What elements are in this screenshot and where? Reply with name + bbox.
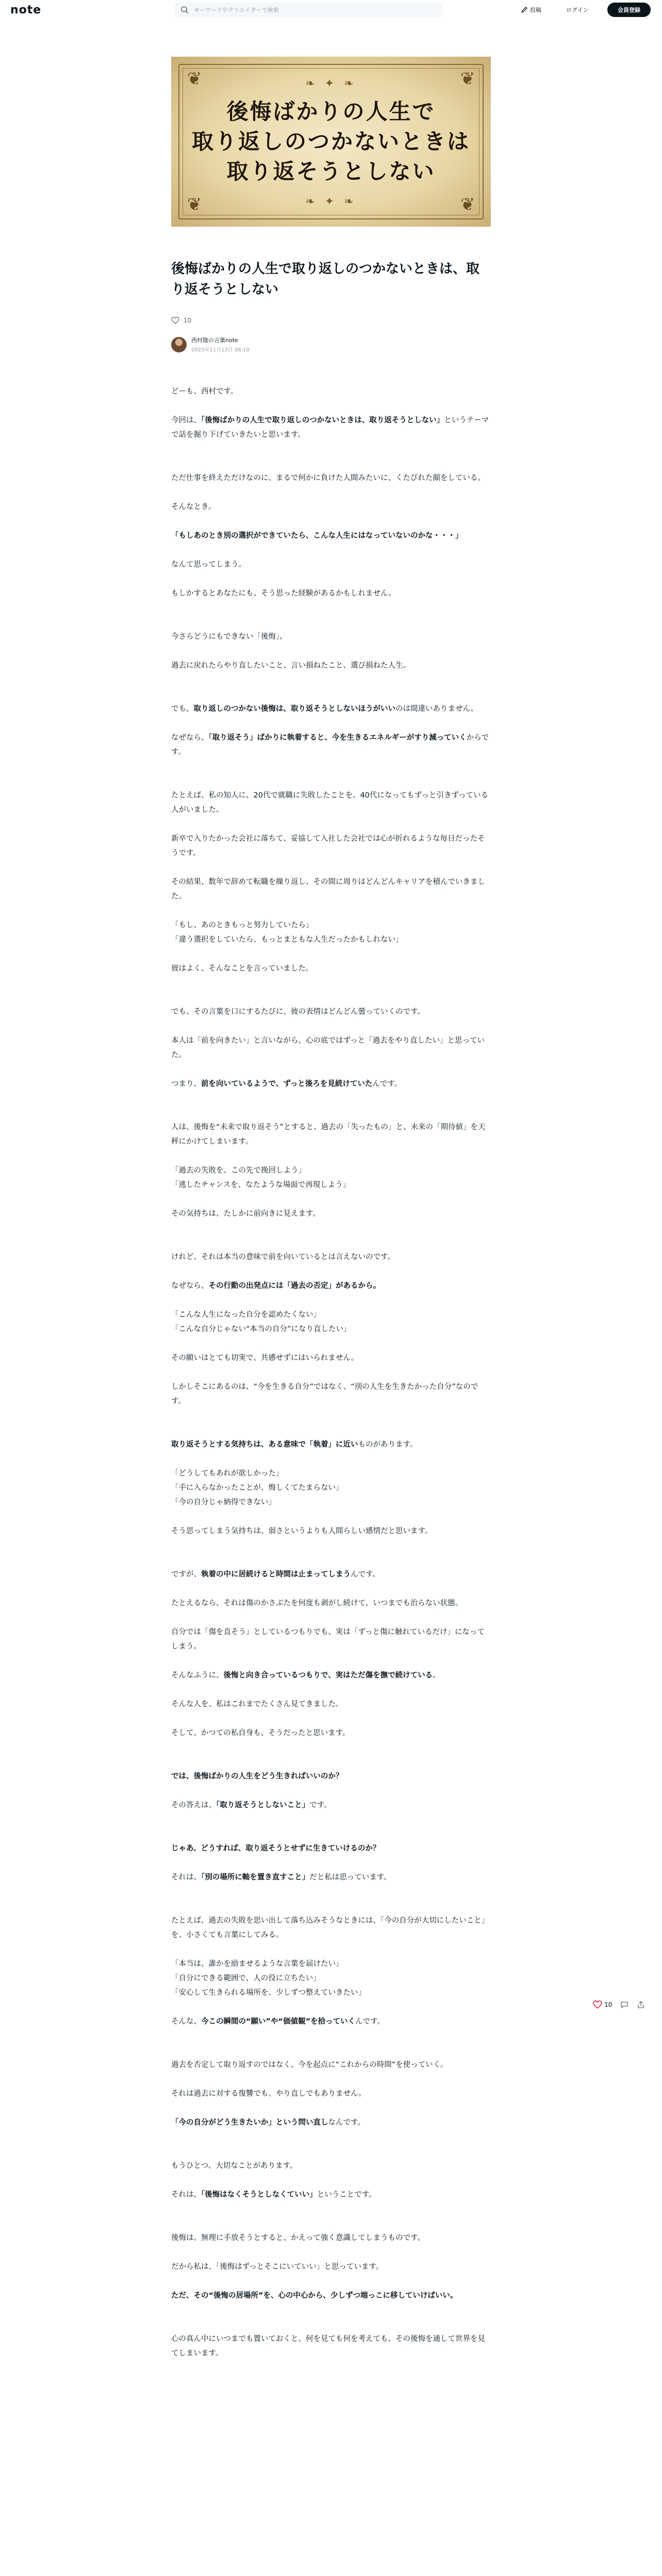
body-paragraph bbox=[171, 1351, 491, 1365]
text-run: それは、 bbox=[171, 1873, 201, 1882]
text-run: その願いはとても切実で、共感せずにはいられません。 bbox=[171, 1354, 359, 1362]
body-paragraph bbox=[171, 630, 491, 644]
body-paragraph bbox=[171, 1207, 491, 1221]
text-run: 「こんな自分じゃない“本当の自分”になり直したい」 bbox=[171, 1325, 351, 1333]
article-body bbox=[171, 384, 491, 2361]
text-run: からです。 bbox=[171, 734, 489, 756]
body-paragraph bbox=[171, 1250, 491, 1264]
text-run: そんなふうに、 bbox=[171, 1671, 224, 1680]
text-run: なぜなら、 bbox=[171, 734, 209, 742]
text-run: 「安心して生きられる場所を、少しずつ整えていきたい」 bbox=[171, 1989, 366, 1997]
author-block[interactable] bbox=[171, 336, 250, 353]
floating-like-count: 10 bbox=[604, 2001, 613, 2008]
bold-text: 前を向いているようで、ずっと後ろを見続けていた bbox=[201, 1080, 373, 1088]
body-paragraph bbox=[171, 1870, 491, 1885]
body-paragraph bbox=[171, 2289, 491, 2303]
text-run: けれど、それは本当の意味で前を向いているとは言えないのです。 bbox=[171, 1253, 395, 1261]
article-title: 後悔ばかりの人生で取り返しのつかないときは、取り返そうとしない bbox=[171, 261, 480, 297]
text-run: そして、かつての私自身も、そうだったと思います。 bbox=[171, 1729, 350, 1737]
body-paragraph bbox=[171, 1163, 491, 1192]
text-run: その結果、数年で辞めて転職を繰り返し、その間に周りはどんどんキャリアを積んでいきました。 bbox=[171, 878, 485, 901]
publish-date: 2023年11月13日 06:10 bbox=[191, 347, 250, 353]
bold-text: 「後悔ばかりの人生で取り返しのつかないときは、取り返そうとしない」 bbox=[201, 416, 444, 425]
eyecatch-text bbox=[171, 97, 491, 187]
body-paragraph bbox=[171, 1625, 491, 1654]
text-run: ですが、 bbox=[171, 1570, 201, 1579]
body-paragraph bbox=[171, 832, 491, 860]
avatar[interactable] bbox=[171, 337, 187, 352]
ornament-corner-icon: ❦ bbox=[187, 194, 202, 215]
text-run: 心の真ん中にいつまでも置いておくと、何を見ても何を考えても、その後悔を通して世界を見てしまいます。 bbox=[171, 2335, 485, 2358]
note-logo[interactable]: note bbox=[10, 4, 42, 16]
body-paragraph bbox=[171, 2014, 491, 2029]
text-run: 後悔は、無理に手放そうとすると、かえって強く意識してしまうものです。 bbox=[171, 2234, 425, 2242]
ornament-top-icon: ❧ ✦ ❧ bbox=[305, 77, 357, 90]
body-paragraph bbox=[171, 1033, 491, 1062]
text-run: だから私は、「後悔はずっとそこにいていい」と思っています。 bbox=[171, 2263, 384, 2271]
login-button[interactable]: ログイン bbox=[566, 7, 589, 13]
text-run: んです。 bbox=[351, 1570, 380, 1579]
text-run: 「今の自分じゃ納得できない」 bbox=[171, 1498, 276, 1506]
bold-text: があるから。 bbox=[336, 1282, 380, 1290]
text-run: なんて思ってしまう。 bbox=[171, 561, 246, 569]
body-paragraph bbox=[171, 1957, 491, 2000]
body-paragraph bbox=[171, 1798, 491, 1812]
body-paragraph bbox=[171, 384, 491, 399]
text-run: 今回は、 bbox=[171, 416, 201, 425]
body-paragraph bbox=[171, 2159, 491, 2173]
body-paragraph bbox=[171, 413, 491, 442]
bold-text: 今この瞬間の“願い”や“価値観”を拾っていく bbox=[201, 2018, 356, 2026]
text-run: ものがあります。 bbox=[358, 1440, 418, 1449]
body-paragraph bbox=[171, 586, 491, 601]
body-paragraph bbox=[171, 1279, 491, 1293]
signup-button[interactable]: 会員登録 bbox=[607, 3, 651, 17]
like-count[interactable]: 10 bbox=[184, 317, 192, 324]
text-run: そんなとき。 bbox=[171, 503, 216, 511]
body-paragraph bbox=[171, 875, 491, 904]
text-run: でも、その言葉を口にするたびに、彼の表情はどんどん曇っていくのです。 bbox=[171, 1008, 425, 1016]
body-paragraph bbox=[171, 658, 491, 673]
bold-text: 「後悔はなくそうとしなくていい」 bbox=[201, 2191, 317, 2199]
text-run: 「本当は、誰かを励ませるような言葉を届けたい」 bbox=[171, 1960, 343, 1968]
body-paragraph bbox=[171, 1697, 491, 1711]
ornament-corner-icon: ❦ bbox=[187, 69, 202, 89]
text-run: 今さらどうにもできない「後悔」。 bbox=[171, 633, 287, 641]
body-paragraph bbox=[171, 1596, 491, 1611]
text-run: 新卒で入りたかった会社に落ちて、妥協して入社した会社では心が折れるような毎日だったそうです。 bbox=[171, 835, 485, 857]
body-paragraph bbox=[171, 2188, 491, 2202]
text-run: 「もし、あのときもっと努力していたら」 bbox=[171, 921, 313, 929]
like-area[interactable] bbox=[171, 316, 191, 325]
text-run: そう思ってしまう気持ちは、弱さというよりも人間らしい感情だと思います。 bbox=[171, 1527, 433, 1535]
body-paragraph bbox=[171, 702, 491, 716]
body-paragraph bbox=[171, 2260, 491, 2274]
text-run: そんな人を、私はこれまでたくさん見てきました。 bbox=[171, 1700, 343, 1708]
text-run: 過去に戻れたらやり直したいこと、言い損ねたこと、選び損ねた人生。 bbox=[171, 662, 410, 670]
bold-text: 「取り返そう」 bbox=[208, 734, 257, 742]
text-run: 過去を否定して取り返すのではなく、今を起点に“これからの時間”を使っていく。 bbox=[171, 2061, 448, 2069]
body-paragraph bbox=[171, 918, 491, 947]
body-paragraph bbox=[171, 2087, 491, 2101]
body-paragraph bbox=[171, 557, 491, 572]
body-paragraph bbox=[171, 1769, 491, 1784]
eyecatch-image bbox=[171, 57, 491, 227]
body-paragraph bbox=[171, 788, 491, 817]
text-run: 「どうしてもあれが欲しかった」 bbox=[171, 1469, 284, 1478]
floating-like-button[interactable] bbox=[593, 2000, 612, 2009]
bold-text: 「もしあのとき別の選択ができていたら、こんな人生にはなっていないのかな・・・」 bbox=[171, 532, 463, 540]
share-icon[interactable] bbox=[637, 2001, 645, 2009]
bold-text: 後悔と向き合っているつもりで、実はただ傷を撫で続けている bbox=[223, 1671, 433, 1680]
body-paragraph bbox=[171, 1524, 491, 1538]
body-paragraph bbox=[171, 1437, 491, 1452]
text-run: ということです。 bbox=[317, 2191, 376, 2199]
body-paragraph bbox=[171, 1466, 491, 1510]
body-paragraph bbox=[171, 1380, 491, 1409]
body-paragraph bbox=[171, 1567, 491, 1582]
body-paragraph bbox=[171, 961, 491, 976]
bold-text: ばかりに執着すると、今を生きるエネルギーがすり減っていく bbox=[257, 734, 467, 742]
text-run: たとえば、過去の失敗を思い出して落ち込みそうなときには、「今の自分が大切にしたいこと」を、小さくても言葉にしてみる。 bbox=[171, 1917, 489, 1939]
body-paragraph bbox=[171, 471, 491, 485]
body-paragraph bbox=[171, 2332, 491, 2361]
text-run: ただ仕事を終えただけなのに、まるで何かに負けた人間みたいに、くたびれた顔をしている。 bbox=[171, 474, 485, 482]
text-run: どーも、西村です。 bbox=[171, 387, 238, 396]
bold-text: 執着の中に居続けると時間は止まってしまう bbox=[201, 1570, 351, 1579]
ornament-bottom-icon: ❧ ✦ ❧ bbox=[305, 195, 357, 208]
body-paragraph bbox=[171, 1308, 491, 1336]
body-paragraph bbox=[171, 1913, 491, 1942]
eyecatch-line: 後悔ばかりの人生で bbox=[226, 99, 436, 124]
bold-text: 「別の場所に軸を置き直すこと」 bbox=[201, 1873, 310, 1882]
body-paragraph bbox=[171, 1005, 491, 1019]
body-paragraph bbox=[171, 1841, 491, 1856]
heart-icon[interactable] bbox=[171, 316, 179, 325]
text-run: そんな、 bbox=[171, 2018, 201, 2026]
search-placeholder[interactable]: キーワードやクリエイターで検索 bbox=[194, 7, 279, 13]
text-run: しかしそこにあるのは、“今を生きる自分”ではなく、“別の人生を生きたかった自分”なのです。 bbox=[171, 1383, 478, 1405]
body-paragraph bbox=[171, 2115, 491, 2130]
text-run: というテーマで話を掘り下げていきたいと思います。 bbox=[171, 416, 489, 439]
eyecatch-line: 取り返そうとしない bbox=[226, 159, 436, 184]
bold-text: 取り返しのつかない後悔は、取り返そうとしないほうがいい bbox=[193, 705, 395, 713]
text-run: 「自分にできる範囲で、人の役に立ちたい」 bbox=[171, 1974, 321, 1982]
body-paragraph bbox=[171, 2058, 491, 2072]
comment-icon[interactable] bbox=[620, 2001, 628, 2009]
bold-text: ただ、その“後悔の居場所”を、心の中心から、少しずつ端っこに移していけばいい。 bbox=[171, 2292, 458, 2300]
site-header bbox=[0, 0, 662, 20]
body-paragraph bbox=[171, 500, 491, 514]
body-paragraph bbox=[171, 2231, 491, 2245]
author-name[interactable]: 西村隆の言葉note bbox=[191, 337, 238, 344]
body-paragraph bbox=[171, 1077, 491, 1091]
text-run: たとえば、私の知人に、20代で就職に失敗したことを、40代になってもずっと引きずっている人がいました。 bbox=[171, 791, 489, 814]
body-paragraph bbox=[171, 1120, 491, 1149]
text-run: 「こんな人生になった自分を認めたくない」 bbox=[171, 1311, 321, 1319]
text-run: 「逃したチャンスを、なたような場面で再現しよう」 bbox=[171, 1181, 351, 1189]
ornament-corner-icon: ❦ bbox=[460, 69, 475, 89]
heart-icon bbox=[593, 2000, 602, 2009]
search-icon bbox=[180, 6, 189, 14]
text-run: んです。 bbox=[372, 1080, 402, 1088]
body-paragraph bbox=[171, 1668, 491, 1683]
text-run: その気持ちは、たしかに前向きに見えます。 bbox=[171, 1210, 320, 1218]
body-paragraph bbox=[171, 529, 491, 543]
text-run: もうひとつ、大切なことがあります。 bbox=[171, 2162, 297, 2170]
text-run: 本人は「前を向きたい」と言いながら、心の底ではずっと「過去をやり直したい」と思っていた。 bbox=[171, 1037, 485, 1059]
floating-actions bbox=[593, 2000, 645, 2009]
text-run: のは間違いありません。 bbox=[395, 705, 478, 713]
text-run: なんです。 bbox=[328, 2119, 365, 2127]
bold-text: じゃあ、どうすれば、取り返そうとせずに生きていけるのか？ bbox=[171, 1844, 380, 1853]
text-run: 「過去の失敗を、この先で挽回しよう」 bbox=[171, 1166, 306, 1175]
text-run: もしかするとあなたにも、そう思った経験があるかもしれません。 bbox=[171, 589, 396, 598]
text-run: その答えは、 bbox=[171, 1801, 216, 1809]
text-run: んです。 bbox=[355, 2018, 385, 2026]
post-label: 投稿 bbox=[530, 7, 541, 13]
ornament-corner-icon: ❦ bbox=[460, 194, 475, 215]
body-paragraph bbox=[171, 731, 491, 759]
text-run: です。 bbox=[309, 1801, 332, 1809]
author-meta bbox=[191, 336, 250, 353]
text-run: 彼はよく、そんなことを言っていました。 bbox=[171, 964, 313, 973]
text-run: だと私は思っています。 bbox=[309, 1873, 391, 1882]
bold-text: 取り返そうとする気持ちは、ある意味で「執着」に近い bbox=[171, 1440, 358, 1449]
bold-text: 「取り返そうとしないこと」 bbox=[216, 1801, 310, 1809]
text-run: 。 bbox=[433, 1671, 440, 1680]
text-run: 「違う選択をしていたら、もっとまともな人生だったかもしれない」 bbox=[171, 936, 403, 944]
bold-text: 「今の自分がどう生きたいか」という問い直し bbox=[171, 2119, 328, 2127]
text-run: つまり、 bbox=[171, 1080, 201, 1088]
text-run: それは過去に対する復讐でも、やり直しでもありません。 bbox=[171, 2090, 366, 2098]
text-run: 人は、後悔を“未来で取り返そう”とすると、過去の「失ったもの」と、未来の「期待値」を天秤にかけてしまいます。 bbox=[171, 1123, 486, 1146]
text-run: それは、 bbox=[171, 2191, 201, 2199]
bold-text: その行動の出発点には「過去の否定」 bbox=[208, 1282, 336, 1290]
text-run: 自分では「傷を直そう」としているつもりでも、実は「ずっと傷に触れているだけ」になってしまう。 bbox=[171, 1628, 485, 1651]
text-run: たとえるなら、それは傷のかさぶたを何度も剥がし続けて、いつまでも治らない状態。 bbox=[171, 1599, 463, 1607]
bold-text: では、後悔ばかりの人生をどう生きればいいのか？ bbox=[171, 1772, 343, 1781]
body-paragraph bbox=[171, 1726, 491, 1740]
text-run: なぜなら、 bbox=[171, 1282, 209, 1290]
search-box[interactable] bbox=[174, 3, 442, 17]
text-run: 「手に入らなかったことが、悔しくてたまらない」 bbox=[171, 1484, 343, 1492]
pen-icon bbox=[521, 6, 528, 13]
eyecatch-line: 取り返しのつかないときは bbox=[191, 129, 470, 154]
post-button[interactable] bbox=[521, 4, 541, 16]
text-run: でも、 bbox=[171, 705, 194, 713]
